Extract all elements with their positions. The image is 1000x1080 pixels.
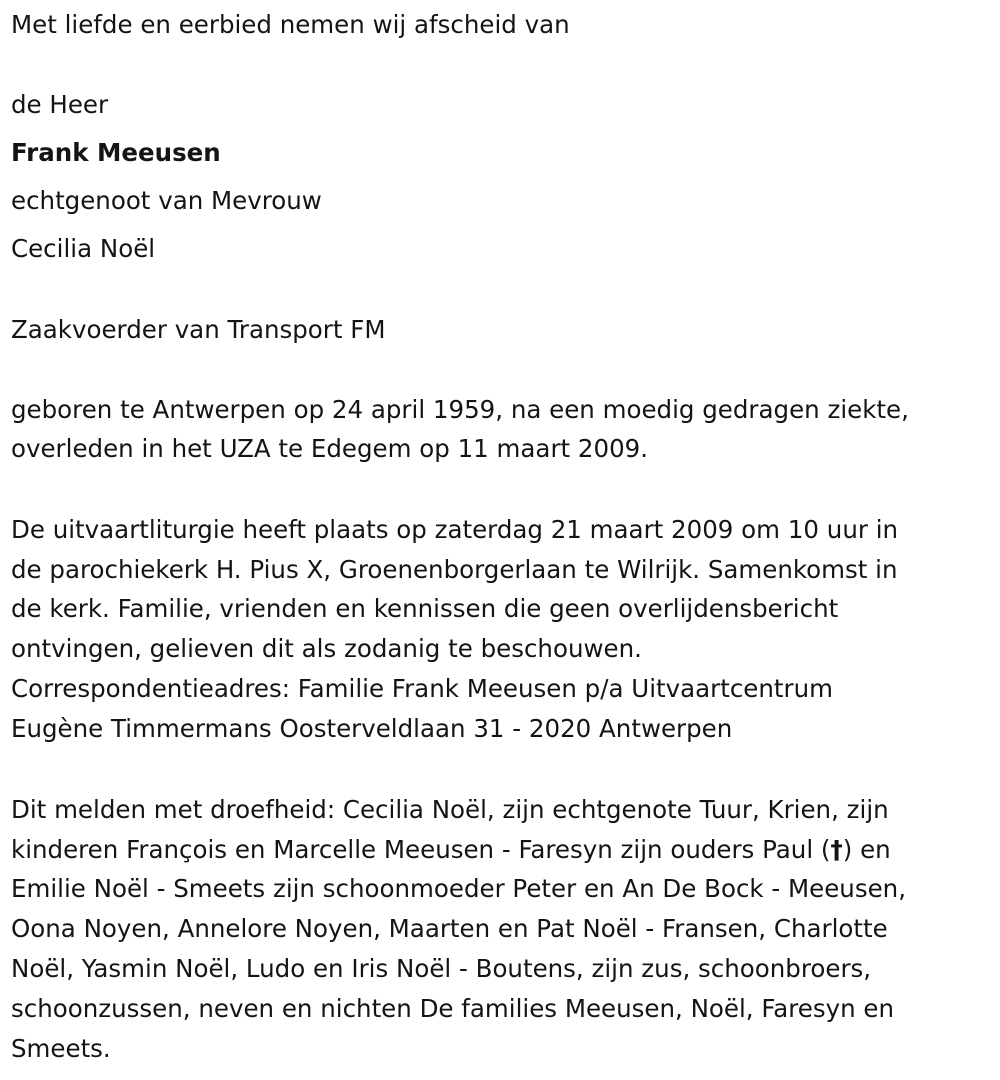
mourners-line: Emilie Noël - Smeets zijn schoonmoeder Peter en An De Bock - Meeusen, — [11, 874, 906, 903]
occupation-text: Zaakvoerder van Transport FM — [11, 315, 386, 344]
funeral-line: De uitvaartliturgie heeft plaats op zaterdag 21 maart 2009 om 10 uur in — [11, 515, 899, 544]
funeral-line: ontvingen, gelieven dit als zodanig te beschouwen. — [11, 634, 642, 663]
intro-text: Met liefde en eerbied nemen wij afscheid van — [11, 10, 570, 39]
mourners-line: Noël, Yasmin Noël, Ludo en Iris Noël - Boutens, zijn zus, schoonbroers, — [11, 954, 872, 983]
mourners-line: Oona Noyen, Annelore Noyen, Maarten en Pat Noël - Fransen, Charlotte — [11, 914, 888, 943]
cross-symbol: † — [830, 835, 843, 864]
mourners-line: schoonzussen, neven en nichten De families Meeusen, Noël, Faresyn en — [11, 994, 895, 1023]
funeral-line: Eugène Timmermans Oosterveldlaan 31 - 2020 Antwerpen — [11, 714, 733, 743]
mourners-line: Smeets. — [11, 1034, 111, 1063]
mourners-line-text: ) en — [842, 835, 891, 864]
birth-death-line: overleden in het UZA te Edegem op 11 maart 2009. — [11, 434, 649, 463]
deceased-name: Frank Meeusen — [11, 138, 221, 167]
funeral-line: de parochiekerk H. Pius X, Groenenborgerlaan te Wilrijk. Samenkomst in — [11, 555, 898, 584]
funeral-line: de kerk. Familie, vrienden en kennissen die geen overlijdensbericht — [11, 594, 839, 623]
spouse-label: echtgenoot van Mevrouw — [11, 186, 322, 215]
birth-death-line: geboren te Antwerpen op 24 april 1959, na een moedig gedragen ziekte, — [11, 395, 909, 424]
mourners-line-text: kinderen François en Marcelle Meeusen - Faresyn zijn ouders Paul ( — [11, 835, 831, 864]
title-text: de Heer — [11, 90, 109, 119]
mourners-line: Dit melden met droefheid: Cecilia Noël, zijn echtgenote Tuur, Krien, zijn — [11, 795, 889, 824]
funeral-line: Correspondentieadres: Familie Frank Meeusen p/a Uitvaartcentrum — [11, 674, 833, 703]
spouse-name: Cecilia Noël — [11, 234, 156, 263]
mourners-line — [11, 830, 891, 870]
